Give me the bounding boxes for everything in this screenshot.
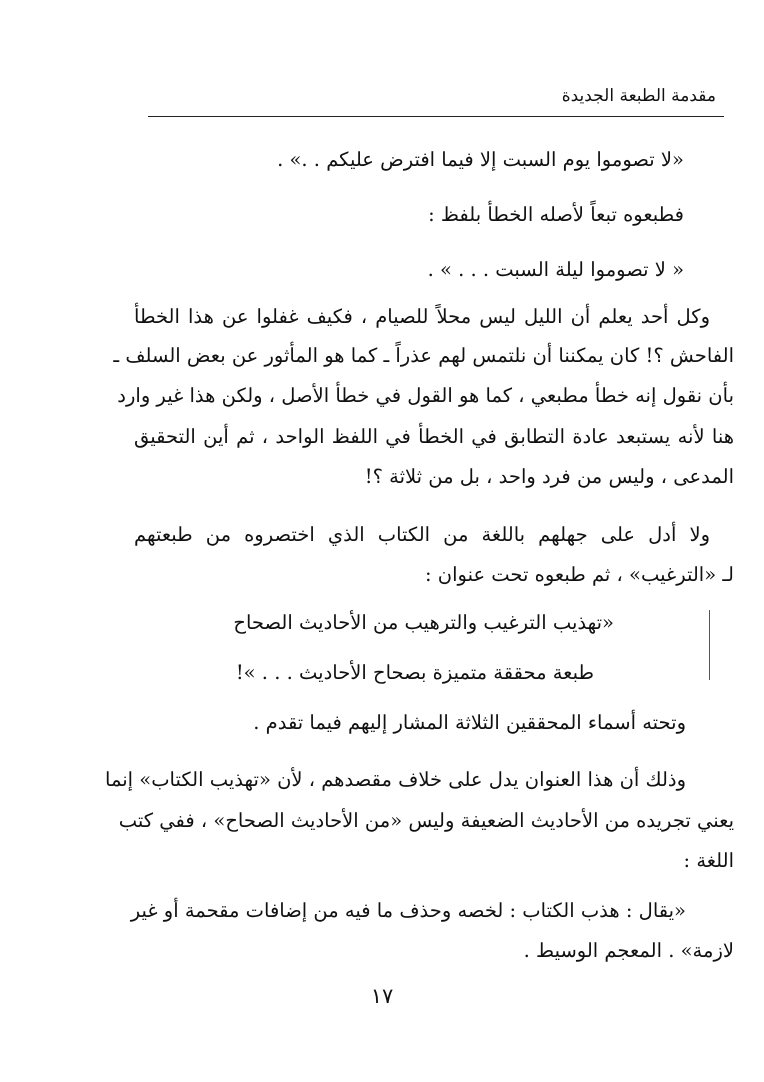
text-line-1: «لا تصوموا يوم السبت إلا فيما افترض عليكم . .» . [277, 148, 684, 171]
running-header-title: مقدمة الطبعة الجديدة [561, 86, 716, 106]
text-line-4: وكل أحد يعلم أن الليل ليس محلاً للصيام ، فكيف غفلوا عن هذا الخطأ [134, 305, 710, 328]
text-line-8: المدعى ، وليس من فرد واحد ، بل من ثلاثة ؟! [364, 465, 734, 488]
quote-line-2: طبعة محققة متميزة بصحاح الأحاديث . . . »! [235, 661, 594, 684]
text-line-15: يعني تجريده من الأحاديث الضعيفة وليس «من الأحاديث الصحاح» ، ففي كتب [118, 809, 734, 832]
text-line-14: وذلك أن هذا العنوان يدل على خلاف مقصدهم ، لأن «تهذيب الكتاب» إنما [105, 768, 686, 791]
text-line-13: وتحته أسماء المحققين الثلاثة المشار إليهم فيما تقدم . [253, 711, 686, 734]
page-number: ١٧ [370, 984, 394, 1008]
quote-line-1: «تهذيب الترغيب والترهيب من الأحاديث الصحاح [233, 611, 614, 634]
text-line-2: فطبعوه تبعاً لأصله الخطأ بلفظ : [428, 203, 684, 226]
text-line-18: لازمة» . المعجم الوسيط . [523, 939, 734, 962]
header-rule [148, 116, 724, 117]
text-line-5: الفاحش ؟! كان يمكننا أن نلتمس لهم عذراً ـ كما هو المأثور عن بعض السلف ـ [113, 344, 734, 367]
text-line-3: « لا تصوموا ليلة السبت . . . » . [427, 258, 684, 281]
text-line-7: هنا لأنه يستبعد عادة التطابق في الخطأ في اللفظ الواحد ، ثم أين التحقيق [134, 425, 734, 448]
quote-bar [709, 610, 710, 680]
text-line-6: بأن نقول إنه خطأ مطبعي ، كما هو القول في خطأ الأصل ، ولكن هذا غير وارد [117, 384, 734, 407]
text-line-9: ولا أدل على جهلهم باللغة من الكتاب الذي اختصروه من طبعتهم [134, 523, 710, 546]
text-line-10: لـ «الترغيب» ، ثم طبعوه تحت عنوان : [424, 563, 734, 586]
text-line-16: اللغة : [683, 849, 734, 872]
text-line-17: «يقال : هذب الكتاب : لخصه وحذف ما فيه من إضافات مقحمة أو غير [130, 899, 686, 922]
